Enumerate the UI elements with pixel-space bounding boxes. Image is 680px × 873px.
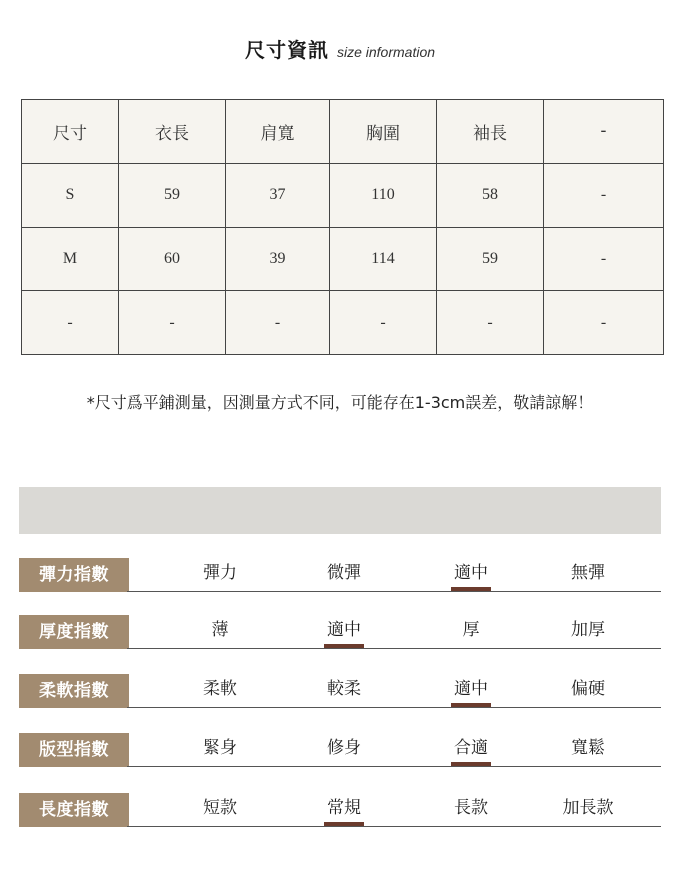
table-cell: 39 (226, 227, 330, 291)
header-cell: 尺寸 (22, 100, 119, 164)
table-cell: - (119, 291, 226, 355)
index-label: 厚度指數 (19, 615, 129, 649)
header-cell: - (544, 100, 664, 164)
index-option (421, 558, 521, 592)
row-baseline (127, 591, 661, 592)
option-text: 常規 (327, 798, 361, 818)
index-option (170, 733, 270, 767)
index-row-thickness (19, 615, 661, 649)
page-title (0, 34, 680, 63)
index-label: 版型指數 (19, 733, 129, 767)
table-cell: M (22, 227, 119, 291)
divider-band (19, 487, 661, 534)
index-option (538, 558, 638, 592)
index-option (421, 615, 521, 649)
option-text: 柔軟 (203, 679, 237, 699)
table-cell: 60 (119, 227, 226, 291)
index-option (538, 674, 638, 708)
index-option (294, 793, 394, 827)
table-cell: - (544, 163, 664, 227)
table-cell: 58 (437, 163, 544, 227)
index-option (421, 674, 521, 708)
option-text: 適中 (454, 679, 488, 699)
table-cell: 59 (437, 227, 544, 291)
option-text: 彈力 (203, 563, 237, 583)
index-option (294, 733, 394, 767)
header-cell: 胸圍 (330, 100, 437, 164)
index-row-softness (19, 674, 661, 708)
option-text: 合適 (454, 738, 488, 758)
table-cell: - (22, 291, 119, 355)
title-sub: size information (336, 44, 436, 60)
option-text: 修身 (327, 738, 361, 758)
index-option (538, 733, 638, 767)
table-cell: - (330, 291, 437, 355)
row-baseline (127, 707, 661, 708)
index-label: 彈力指數 (19, 558, 129, 592)
index-option (538, 793, 638, 827)
table-cell: - (437, 291, 544, 355)
table-row (22, 163, 664, 227)
index-option (294, 674, 394, 708)
index-row-fit (19, 733, 661, 767)
table-cell: - (226, 291, 330, 355)
index-option (170, 793, 270, 827)
option-text: 較柔 (327, 679, 361, 699)
index-row-length (19, 793, 661, 827)
option-text: 適中 (454, 563, 488, 583)
option-text: 薄 (211, 620, 229, 640)
index-option (170, 674, 270, 708)
option-text: 加長款 (562, 798, 614, 818)
table-cell: 59 (119, 163, 226, 227)
index-option (421, 793, 521, 827)
index-option (170, 615, 270, 649)
measurement-note: *尺寸爲平鋪測量，因測量方式不同，可能存在1-3cm誤差，敬請諒解！ (86, 393, 594, 412)
table-cell: - (544, 291, 664, 355)
option-text: 厚 (462, 620, 480, 640)
option-text: 寬鬆 (571, 738, 605, 758)
title-main: 尺寸資訊 (244, 38, 329, 62)
header-cell: 肩寬 (226, 100, 330, 164)
table-cell: 114 (330, 227, 437, 291)
index-row-elasticity (19, 558, 661, 592)
index-label: 長度指數 (19, 793, 129, 827)
option-text: 適中 (327, 620, 361, 640)
table-cell: 37 (226, 163, 330, 227)
option-text: 長款 (454, 798, 488, 818)
index-option (170, 558, 270, 592)
option-text: 偏硬 (571, 679, 605, 699)
option-text: 微彈 (327, 563, 361, 583)
size-table (21, 99, 664, 355)
header-cell: 袖長 (437, 100, 544, 164)
header-cell: 衣長 (119, 100, 226, 164)
index-option (294, 615, 394, 649)
row-baseline (127, 826, 661, 827)
table-cell: S (22, 163, 119, 227)
table-row (22, 227, 664, 291)
row-baseline (127, 648, 661, 649)
table-cell: 110 (330, 163, 437, 227)
table-cell: - (544, 227, 664, 291)
index-option (294, 558, 394, 592)
table-header-row (22, 100, 664, 164)
row-baseline (127, 766, 661, 767)
index-option (538, 615, 638, 649)
option-text: 無彈 (571, 563, 605, 583)
option-text: 緊身 (203, 738, 237, 758)
index-label: 柔軟指數 (19, 674, 129, 708)
table-row (22, 291, 664, 355)
option-text: 加厚 (571, 620, 605, 640)
option-text: 短款 (203, 798, 237, 818)
index-option (421, 733, 521, 767)
